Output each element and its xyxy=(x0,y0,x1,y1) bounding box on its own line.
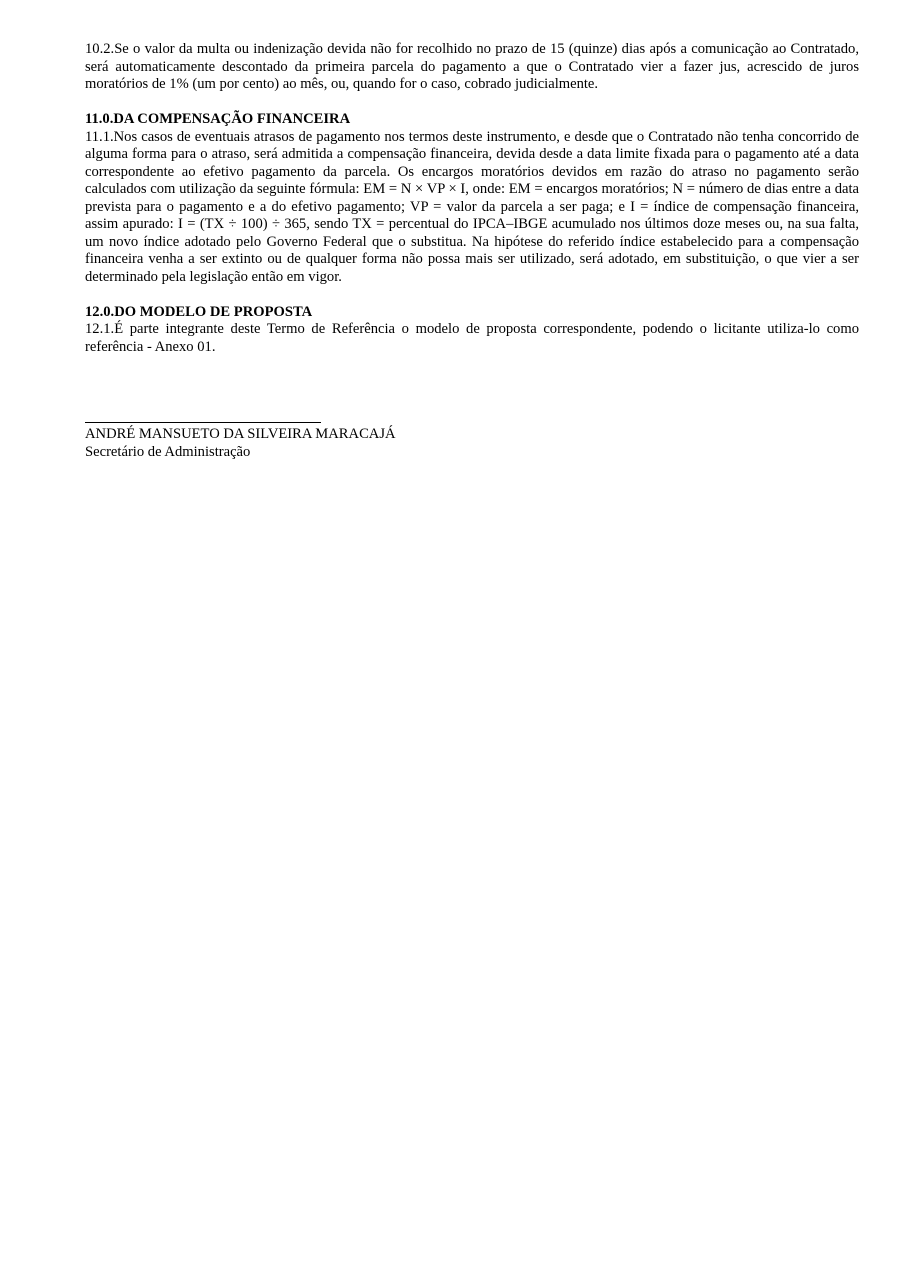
document-content xyxy=(85,41,859,461)
section-heading-12: 12.0.DO MODELO DE PROPOSTA xyxy=(85,303,313,320)
clause-10-2: 10.2.Se o valor da multa ou indenização devida não for recolhido no prazo de 15 (quinze) dias após a comunicação ao Contratado, será automaticamente descontado da primeira parcela do pagamento a que o Contratado vier a fazer jus, acrescido de juros moratórios de 1% (um por cento) ao mês, ou, quando for o caso, cobrado judicialmente. xyxy=(85,41,859,92)
section-heading-11: 11.0.DA COMPENSAÇÃO FINANCEIRA xyxy=(85,111,351,127)
clause-11-1: 11.1.Nos casos de eventuais atrasos de pagamento nos termos deste instrumento, e desde que o Contratado não tenha concorrido de alguma forma para o atraso, será admitida a compensação financeira, devida desde a data limite fixada para o pagamento até a data correspondente ao efetivo pagamento da parcela. Os encargos moratórios devidos em razão do atraso no pagamento serão calculados com utilização da seguinte fórmula: EM = N × VP × I, onde: EM = encargos moratórios; N = número de dias entre a data prevista para o pagamento e a do efetivo pagamento; VP = valor da parcela a ser paga; e I = índice de compensação financeira, assim apurado: I = (TX ÷ 100) ÷ 365, sendo TX = percentual do IPCA–IBGE acumulado nos últimos doze meses ou, na sua falta, um novo índice adotado pelo Governo Federal que o substitua. Na hipótese do referido índice estabelecido para a compensação financeira venha a ser extinto ou de qualquer forma não possa mais ser utilizado, será adotado, em substituição, o que vier a ser determinado pela legislação então em vigor. xyxy=(85,128,859,285)
clause-12-1: 12.1.É parte integrante deste Termo de Referência o modelo de proposta correspondente, podendo o licitante utiliza-lo como referência - Anexo 01. xyxy=(85,321,859,355)
signatory-role: Secretário de Administração xyxy=(85,443,251,460)
signatory-name: ANDRÉ MANSUETO DA SILVEIRA MARACAJÁ xyxy=(85,426,396,442)
signature-block xyxy=(85,422,859,461)
signature-rule-line xyxy=(85,422,321,423)
